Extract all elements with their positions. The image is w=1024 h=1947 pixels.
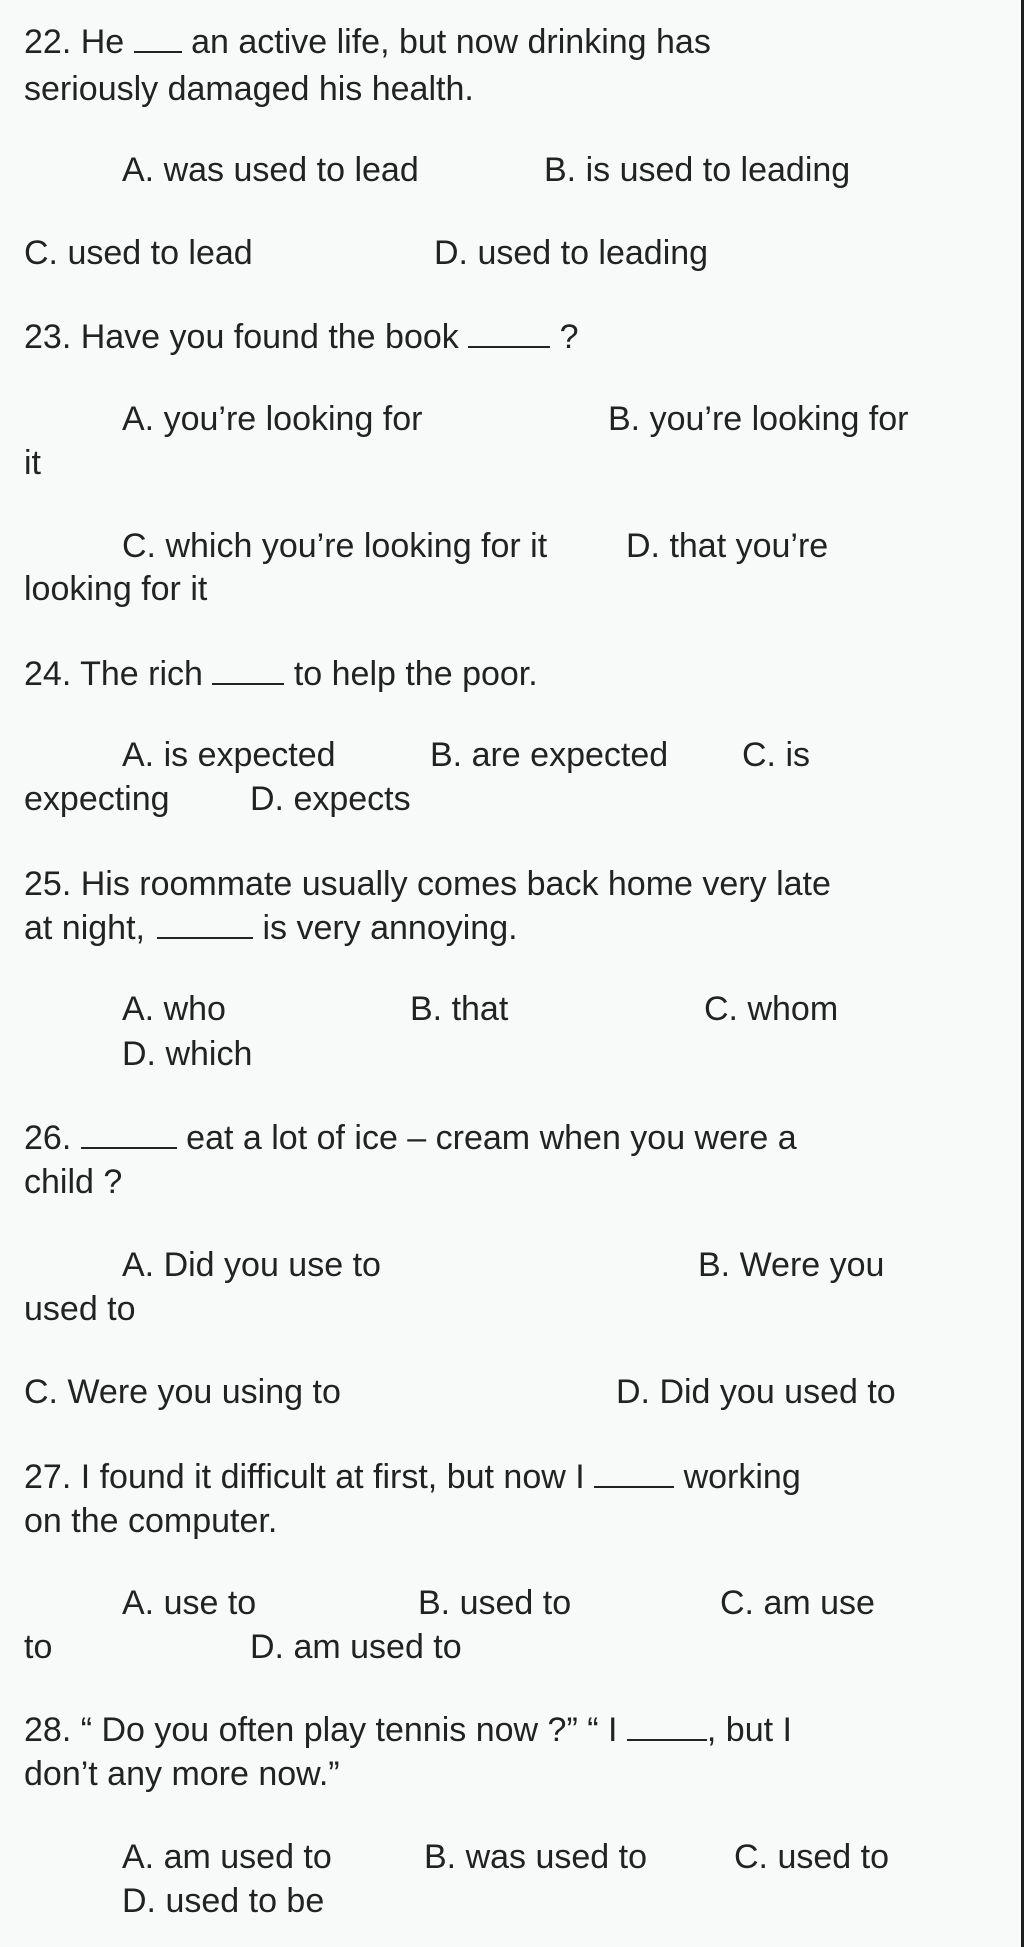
q22-option-b: B. is used to leading [544, 151, 851, 189]
q22-option-d: D. used to leading [434, 234, 709, 272]
q26-option-c: C. Were you using to [24, 1373, 341, 1411]
q25-blank [157, 907, 253, 939]
q26-stem-line2: child ? [24, 1163, 123, 1201]
q22-option-a: A. was used to lead [122, 151, 419, 189]
q23-stem: 23. Have you found the book ? [24, 318, 579, 356]
q22-blank [134, 21, 182, 53]
q25-option-c: C. whom [704, 990, 839, 1028]
q26-option-b-cont: used to [24, 1290, 136, 1328]
q22-option-c: C. used to lead [24, 234, 253, 272]
q27-blank [594, 1456, 674, 1488]
q28-blank [627, 1709, 707, 1741]
q27-stem: 27. I found it difficult at first, but now I working [24, 1458, 801, 1496]
q27-stem-line2: on the computer. [24, 1502, 278, 1540]
q27-option-b: B. used to [418, 1584, 572, 1622]
q24-option-b: B. are expected [430, 736, 669, 774]
q28-stem: 28. “ Do you often play tennis now ?” “ I , but I [24, 1711, 792, 1749]
q24-option-d: D. expects [250, 780, 411, 818]
q25-stem-line2: at night, is very annoying. [24, 909, 518, 947]
q27-option-c: C. am use [720, 1584, 875, 1622]
q26-option-a: A. Did you use to [122, 1246, 381, 1284]
q23-blank [468, 316, 550, 348]
q28-option-a: A. am used to [122, 1838, 332, 1876]
q24-option-c: C. is [742, 736, 810, 774]
q27-option-a: A. use to [122, 1584, 257, 1622]
q24-blank [212, 653, 284, 685]
q25-option-b: B. that [410, 990, 509, 1028]
q23-option-d-cont: looking for it [24, 570, 208, 608]
q25-stem: 25. His roommate usually comes back home very late [24, 865, 831, 903]
q25-option-d: D. which [122, 1035, 253, 1073]
q26-blank [81, 1117, 177, 1149]
q23-option-b: B. you’re looking for [608, 400, 909, 438]
q22-stem: 22. He an active life, but now drinking has [24, 23, 711, 61]
q23-option-c: C. which you’re looking for it [122, 527, 548, 565]
q24-stem: 24. The rich to help the poor. [24, 655, 538, 693]
q25-option-a: A. who [122, 990, 226, 1028]
q27-option-c-cont: to [24, 1628, 53, 1666]
q26-stem: 26. eat a lot of ice – cream when you were a [24, 1119, 797, 1157]
q28-stem-line2: don’t any more now.” [24, 1755, 340, 1793]
q23-option-b-cont: it [24, 444, 41, 482]
q28-option-c: C. used to [734, 1838, 889, 1876]
q23-option-a: A. you’re looking for [122, 400, 423, 438]
q27-option-d: D. am used to [250, 1628, 462, 1666]
q28-option-b: B. was used to [424, 1838, 648, 1876]
q28-option-d: D. used to be [122, 1882, 325, 1920]
q24-option-a: A. is expected [122, 736, 336, 774]
q22-stem-line2: seriously damaged his health. [24, 70, 474, 108]
q26-option-d: D. Did you used to [616, 1373, 896, 1411]
q26-option-b: B. Were you [698, 1246, 885, 1284]
q23-option-d: D. that you’re [626, 527, 829, 565]
q24-option-c-cont: expecting [24, 780, 170, 818]
